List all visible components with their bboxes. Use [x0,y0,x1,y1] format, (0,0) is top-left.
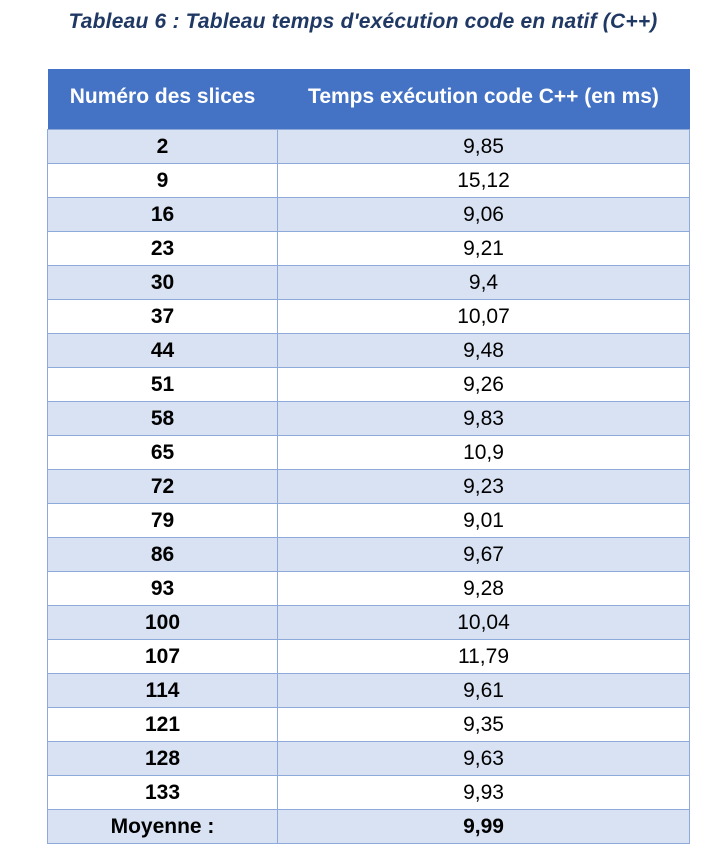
execution-time-cell: 10,04 [278,606,690,640]
execution-time-cell: 9,83 [278,402,690,436]
execution-time-cell: 9,48 [278,334,690,368]
execution-time-cell: 9,4 [278,266,690,300]
slice-number-cell: 9 [48,164,278,198]
table-row [48,640,690,674]
slice-number-cell: 37 [48,300,278,334]
execution-time-cell: 9,26 [278,368,690,402]
table-row [48,708,690,742]
slice-number-cell: 16 [48,198,278,232]
execution-time-cell: 10,9 [278,436,690,470]
table-row [48,572,690,606]
slice-number-cell: 86 [48,538,278,572]
execution-time-cell: 9,28 [278,572,690,606]
table-row [48,266,690,300]
average-row [48,810,690,844]
table-body [48,130,690,844]
slice-number-cell: 79 [48,504,278,538]
slice-number-cell: 44 [48,334,278,368]
table-row [48,334,690,368]
slice-number-cell: 93 [48,572,278,606]
table-caption: Tableau 6 : Tableau temps d'exécution code en natif (C++) [68,10,658,33]
table-row [48,776,690,810]
slice-number-cell: 51 [48,368,278,402]
execution-time-cell: 9,06 [278,198,690,232]
slice-number-cell: 121 [48,708,278,742]
slice-number-cell: 114 [48,674,278,708]
execution-time-cell: 9,23 [278,470,690,504]
table-row [48,504,690,538]
average-value-cell: 9,99 [278,810,690,844]
table-row [48,300,690,334]
execution-time-cell: 9,85 [278,130,690,164]
slice-number-cell: 58 [48,402,278,436]
execution-time-cell: 10,07 [278,300,690,334]
table-row [48,538,690,572]
slice-number-cell: 23 [48,232,278,266]
slice-number-cell: 30 [48,266,278,300]
slice-number-cell: 2 [48,130,278,164]
execution-time-cell: 9,61 [278,674,690,708]
slice-number-cell: 128 [48,742,278,776]
execution-time-cell: 9,67 [278,538,690,572]
slice-number-cell: 133 [48,776,278,810]
execution-time-cell: 9,63 [278,742,690,776]
table-row [48,368,690,402]
table-row [48,674,690,708]
table-row [48,164,690,198]
execution-time-table [47,69,690,844]
column-header-slice-number: Numéro des slices [48,69,278,130]
table-row [48,232,690,266]
slice-number-cell: 107 [48,640,278,674]
execution-time-cell: 9,01 [278,504,690,538]
table-header-row [48,69,690,130]
table-row [48,606,690,640]
table-row [48,402,690,436]
table-row [48,470,690,504]
slice-number-cell: 65 [48,436,278,470]
column-header-execution-time: Temps exécution code C++ (en ms) [278,69,690,130]
table-row [48,198,690,232]
execution-time-cell: 9,93 [278,776,690,810]
execution-time-cell: 15,12 [278,164,690,198]
execution-time-cell: 9,21 [278,232,690,266]
table-row [48,742,690,776]
table-row [48,130,690,164]
average-label-cell: Moyenne : [48,810,278,844]
execution-time-cell: 11,79 [278,640,690,674]
slice-number-cell: 100 [48,606,278,640]
execution-time-cell: 9,35 [278,708,690,742]
slice-number-cell: 72 [48,470,278,504]
table-row [48,436,690,470]
